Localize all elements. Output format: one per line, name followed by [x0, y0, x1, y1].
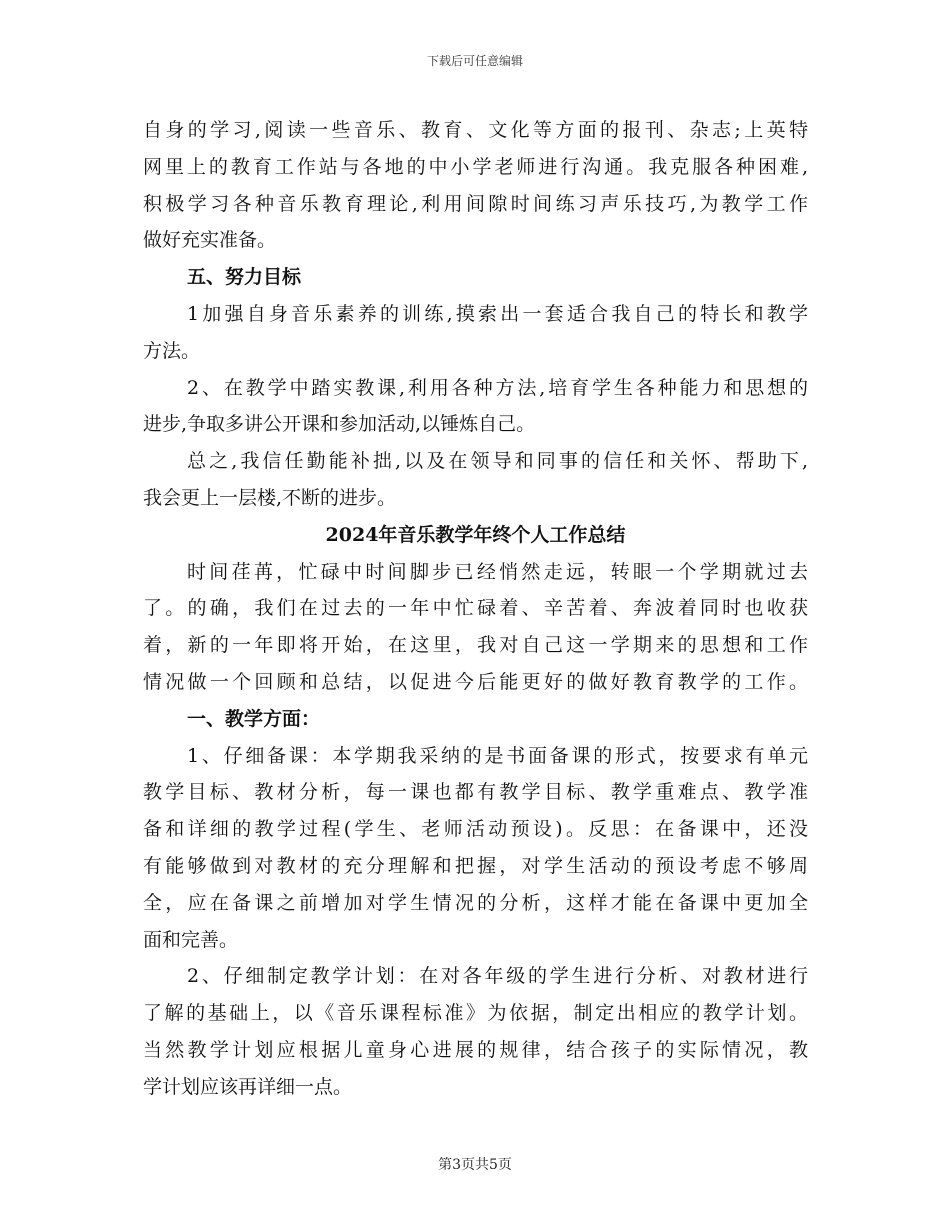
page-header: 下载后可任意编辑	[426, 54, 523, 68]
paragraph-line: 了解的基础上，以《音乐课程标准》为依据，制定出相应的教学计划。	[143, 1002, 808, 1025]
paragraph-line: 当然教学计划应根据儿童身心进展的规律，结合孩子的实际情况，教	[143, 1038, 808, 1061]
paragraph-line: 面和完善。	[143, 928, 239, 951]
document-title: 2024年音乐教学年终个人工作总结	[325, 523, 626, 546]
paragraph-line: 积极学习各种音乐教育理论,利用间隙时间练习声乐技巧,为教学工作	[143, 192, 808, 215]
paragraph-line: 着，新的一年即将开始，在这里，我对自己这一学期来的思想和工作	[143, 634, 808, 657]
paragraph-line: 方法。	[143, 339, 201, 362]
paragraph-line: 2、在教学中踏实教课,利用各种方法,培育学生各种能力和思想的	[187, 376, 808, 399]
document-body	[143, 112, 808, 1106]
paragraph-line: 网里上的教育工作站与各地的中小学老师进行沟通。我克服各种困难,	[143, 155, 808, 178]
paragraph-line: 1加强自身音乐素养的训练,摸索出一套适合我自己的特长和教学	[187, 302, 808, 325]
paragraph-line: 2、仔细制定教学计划：在对各年级的学生进行分析、对教材进行	[187, 965, 808, 988]
paragraph-line: 时间荏苒，忙碌中时间脚步已经悄然走远，转眼一个学期就过去	[187, 560, 808, 583]
paragraph-line: 教学目标、教材分析，每一课也都有教学目标、教学重难点、教学准	[143, 781, 808, 804]
paragraph-line: 做好充实准备。	[143, 229, 277, 252]
paragraph-line: 全，应在备课之前增加对学生情况的分析，这样才能在备课中更加全	[143, 891, 808, 914]
paragraph-line: 自身的学习,阅读一些音乐、教育、文化等方面的报刊、杂志;上英特	[143, 119, 808, 141]
section-heading-teaching: 一、教学方面：	[187, 707, 321, 730]
paragraph-line: 有能够做到对教材的充分理解和把握，对学生活动的预设考虑不够周	[143, 854, 808, 877]
section-heading-goals: 五、努力目标	[187, 266, 302, 289]
paragraph-line: 备和详细的教学过程(学生、老师活动预设)。反思：在备课中，还没	[143, 818, 808, 841]
page-footer: 第3页共5页	[438, 1157, 512, 1173]
paragraph-line: 1、仔细备课：本学期我采纳的是书面备课的形式，按要求有单元	[187, 744, 808, 767]
paragraph-line: 总之,我信任勤能补拙,以及在领导和同事的信任和关怀、帮助下,	[187, 450, 808, 473]
paragraph-line: 进步,争取多讲公开课和参加活动,以锤炼自己。	[143, 413, 536, 436]
paragraph-line: 情况做一个回顾和总结，以促进今后能更好的做好教育教学的工作。	[143, 670, 808, 693]
paragraph-line: 了。的确，我们在过去的一年中忙碌着、辛苦着、奔波着同时也收获	[143, 597, 808, 620]
paragraph-line: 我会更上一层楼,不断的进步。	[143, 486, 397, 509]
paragraph-line: 学计划应该再详细一点。	[143, 1075, 353, 1098]
